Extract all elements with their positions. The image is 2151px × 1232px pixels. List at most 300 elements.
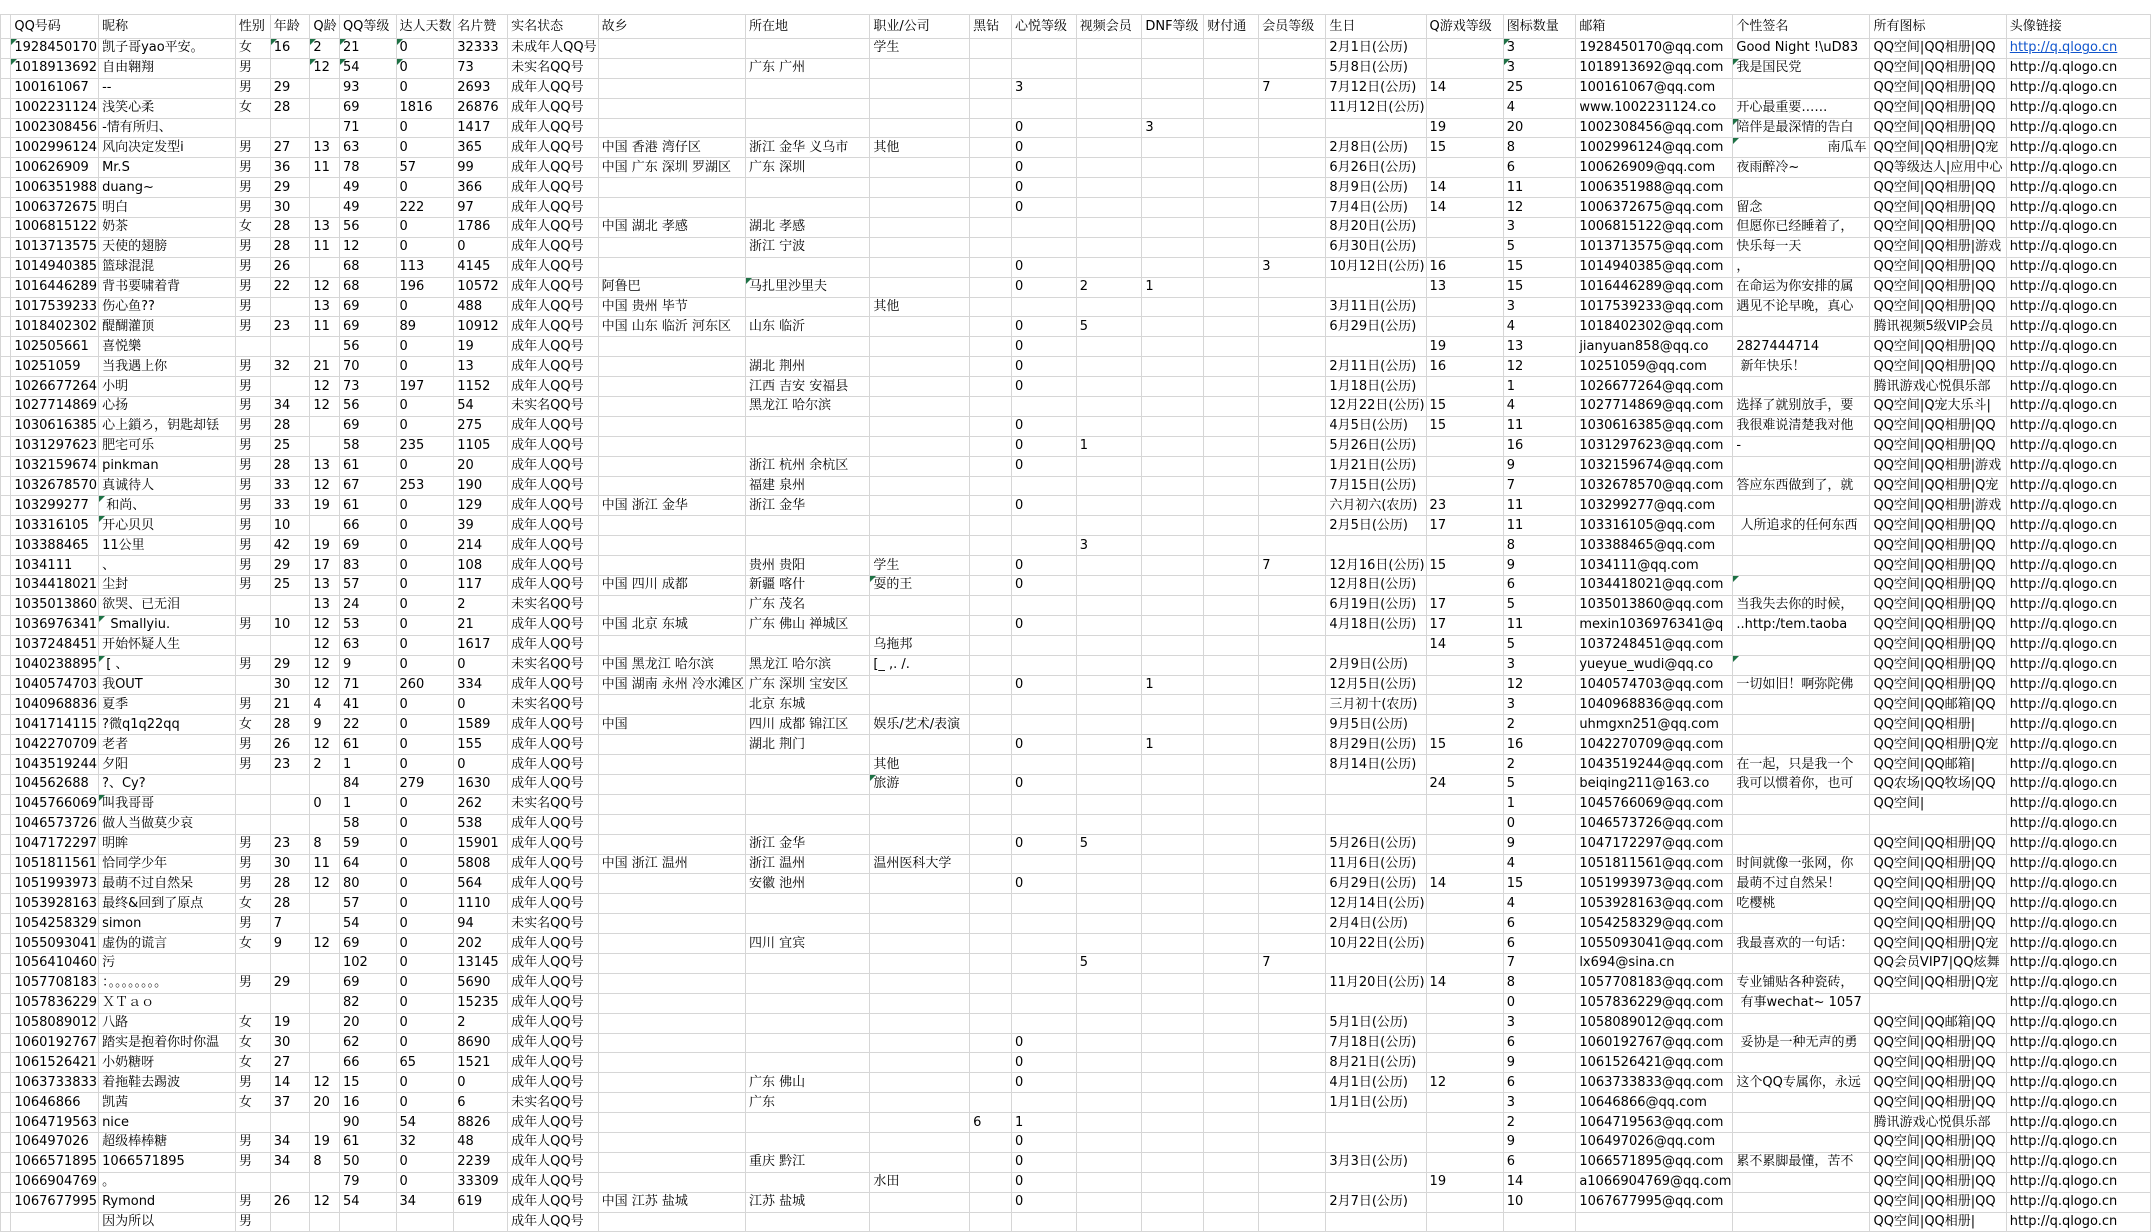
cell[interactable]: www.1002231124.co: [1576, 98, 1733, 118]
cell[interactable]: 1061526421@qq.com: [1576, 1053, 1733, 1073]
cell[interactable]: 1058089012: [11, 1013, 99, 1033]
cell[interactable]: 0: [454, 695, 508, 715]
cell[interactable]: [ 、: [99, 655, 236, 675]
cell[interactable]: 广东 广州: [746, 58, 870, 78]
cell[interactable]: 未实名QQ号: [508, 397, 598, 417]
cell[interactable]: [1259, 297, 1326, 317]
cell[interactable]: [970, 436, 1012, 456]
cell[interactable]: [1259, 476, 1326, 496]
cell[interactable]: [1259, 98, 1326, 118]
cell[interactable]: [598, 536, 745, 556]
cell[interactable]: [870, 1113, 970, 1133]
cell[interactable]: [1142, 914, 1204, 934]
cell[interactable]: 成年人QQ号: [508, 257, 598, 277]
cell[interactable]: QQ空间|QQ相册|QQ: [1870, 1033, 2006, 1053]
cell[interactable]: 69: [339, 934, 396, 954]
cell[interactable]: [970, 357, 1012, 377]
cell[interactable]: [1259, 357, 1326, 377]
cell[interactable]: [1426, 1152, 1503, 1172]
cell[interactable]: 我OUT: [99, 675, 236, 695]
cell[interactable]: QQ空间|QQ邮箱|: [1870, 755, 2006, 775]
cell[interactable]: 成年人QQ号: [508, 416, 598, 436]
cell[interactable]: 2693: [454, 78, 508, 98]
cell[interactable]: 8月21日(公历): [1326, 1053, 1426, 1073]
cell[interactable]: 12: [310, 874, 340, 894]
cell[interactable]: [310, 814, 340, 834]
cell[interactable]: Good Night !\uD83: [1733, 39, 1870, 59]
cell[interactable]: 当我失去你的时候，: [1733, 595, 1870, 615]
cell[interactable]: [598, 973, 745, 993]
cell[interactable]: [1204, 377, 1259, 397]
cell[interactable]: 15: [1503, 257, 1576, 277]
cell[interactable]: [746, 257, 870, 277]
cell[interactable]: QQ空间|QQ相册|QQ: [1870, 337, 2006, 357]
cell[interactable]: 1037248451@qq.com: [1576, 635, 1733, 655]
cell[interactable]: 成年人QQ号: [508, 874, 598, 894]
cell[interactable]: [1142, 297, 1204, 317]
cell[interactable]: 1: [1142, 735, 1204, 755]
cell[interactable]: [1204, 973, 1259, 993]
cell[interactable]: 15: [339, 1073, 396, 1093]
cell[interactable]: [11, 1212, 99, 1232]
cell[interactable]: [970, 377, 1012, 397]
cell[interactable]: [1011, 237, 1076, 257]
cell[interactable]: duang~: [99, 178, 236, 198]
cell[interactable]: 2: [1503, 715, 1576, 735]
cell[interactable]: 1034418021@qq.com: [1576, 576, 1733, 596]
cell[interactable]: [1142, 357, 1204, 377]
cell[interactable]: 4: [310, 695, 340, 715]
cell[interactable]: 贵州 贵阳: [746, 556, 870, 576]
cell[interactable]: 61: [339, 496, 396, 516]
cell[interactable]: [2006, 1212, 2150, 1232]
cell[interactable]: 2: [1503, 1113, 1576, 1133]
cell[interactable]: [1142, 317, 1204, 337]
cell[interactable]: [310, 337, 340, 357]
cell[interactable]: [1076, 615, 1142, 635]
cell[interactable]: [1076, 1172, 1142, 1192]
cell[interactable]: [2006, 556, 2150, 576]
cell[interactable]: 57: [339, 894, 396, 914]
cell[interactable]: 0: [396, 894, 454, 914]
cell[interactable]: [870, 158, 970, 178]
cell[interactable]: [1259, 1013, 1326, 1033]
cell[interactable]: 4: [1503, 397, 1576, 417]
cell[interactable]: QQ空间|QQ相册|QQ: [1870, 118, 2006, 138]
cell[interactable]: [1259, 58, 1326, 78]
cell[interactable]: 34: [396, 1192, 454, 1212]
cell[interactable]: [870, 1192, 970, 1212]
cell[interactable]: 0: [396, 615, 454, 635]
cell[interactable]: [2006, 476, 2150, 496]
avatar-link[interactable]: http://q.qlogo.cn: [2009, 935, 2118, 951]
cell[interactable]: [970, 914, 1012, 934]
cell[interactable]: 1047172297: [11, 834, 99, 854]
cell[interactable]: QQ空间|QQ相册|游戏: [1870, 496, 2006, 516]
cell[interactable]: [746, 953, 870, 973]
cell[interactable]: [1142, 158, 1204, 178]
cell[interactable]: 564: [454, 874, 508, 894]
cell[interactable]: [870, 1212, 970, 1232]
cell[interactable]: [870, 1152, 970, 1172]
cell[interactable]: [1204, 1152, 1259, 1172]
cell[interactable]: [1426, 1132, 1503, 1152]
column-header[interactable]: Q游戏等级: [1426, 15, 1503, 39]
avatar-link[interactable]: http://q.qlogo.cn: [2009, 1134, 2118, 1150]
cell[interactable]: 83: [339, 556, 396, 576]
cell[interactable]: 28: [270, 456, 310, 476]
column-header[interactable]: QQ等级: [339, 15, 396, 39]
cell[interactable]: [2006, 874, 2150, 894]
cell[interactable]: 0: [1011, 456, 1076, 476]
cell[interactable]: 19: [270, 1013, 310, 1033]
cell[interactable]: QQ空间|QQ相册|QQ: [1870, 894, 2006, 914]
avatar-link[interactable]: http://q.qlogo.cn: [2009, 199, 2118, 215]
cell[interactable]: [1076, 476, 1142, 496]
cell[interactable]: [1259, 595, 1326, 615]
cell[interactable]: [970, 953, 1012, 973]
cell[interactable]: 1046573726@qq.com: [1576, 814, 1733, 834]
cell[interactable]: [1142, 894, 1204, 914]
cell[interactable]: 12: [310, 735, 340, 755]
cell[interactable]: 102: [339, 953, 396, 973]
cell[interactable]: 答应东西做到了，就: [1733, 476, 1870, 496]
cell[interactable]: 三月初十(农历): [1326, 695, 1426, 715]
cell[interactable]: 0: [1011, 576, 1076, 596]
cell[interactable]: 成年人QQ号: [508, 973, 598, 993]
cell[interactable]: [2006, 715, 2150, 735]
cell[interactable]: [270, 58, 310, 78]
cell[interactable]: 0: [396, 814, 454, 834]
avatar-link[interactable]: http://q.qlogo.cn: [2009, 1034, 2118, 1050]
cell[interactable]: 3: [1011, 78, 1076, 98]
cell[interactable]: 69: [339, 416, 396, 436]
cell[interactable]: 28: [270, 894, 310, 914]
cell[interactable]: 奶茶: [99, 218, 236, 238]
cell[interactable]: 2827444714: [1733, 337, 1870, 357]
cell[interactable]: 天使的翅膀: [99, 237, 236, 257]
cell[interactable]: [1204, 914, 1259, 934]
cell[interactable]: 男: [235, 576, 270, 596]
cell[interactable]: 0: [1011, 1033, 1076, 1053]
cell[interactable]: 0: [1011, 1172, 1076, 1192]
cell[interactable]: 1014940385: [11, 257, 99, 277]
cell[interactable]: [870, 953, 970, 973]
cell[interactable]: [2006, 854, 2150, 874]
cell[interactable]: [598, 834, 745, 854]
cell[interactable]: 广东 深圳 宝安区: [746, 675, 870, 695]
cell[interactable]: 0: [396, 416, 454, 436]
cell[interactable]: 15: [1426, 556, 1503, 576]
cell[interactable]: [1204, 874, 1259, 894]
cell[interactable]: [870, 277, 970, 297]
cell[interactable]: [2006, 297, 2150, 317]
cell[interactable]: [1204, 158, 1259, 178]
cell[interactable]: [1326, 1212, 1426, 1232]
cell[interactable]: 19: [310, 496, 340, 516]
cell[interactable]: [970, 198, 1012, 218]
cell[interactable]: [870, 416, 970, 436]
cell[interactable]: [970, 317, 1012, 337]
cell[interactable]: 23: [270, 755, 310, 775]
cell[interactable]: 15: [1426, 397, 1503, 417]
cell[interactable]: [1142, 337, 1204, 357]
cell[interactable]: [1142, 1053, 1204, 1073]
cell[interactable]: [310, 98, 340, 118]
cell[interactable]: 26: [270, 1192, 310, 1212]
cell[interactable]: 男: [235, 257, 270, 277]
cell[interactable]: [1076, 98, 1142, 118]
cell[interactable]: [2006, 834, 2150, 854]
cell[interactable]: 0: [1011, 377, 1076, 397]
cell[interactable]: [1204, 198, 1259, 218]
cell[interactable]: [970, 416, 1012, 436]
cell[interactable]: 54: [339, 1192, 396, 1212]
cell[interactable]: [970, 78, 1012, 98]
cell[interactable]: 2月8日(公历): [1326, 138, 1426, 158]
cell[interactable]: 2月4日(公历): [1326, 914, 1426, 934]
cell[interactable]: 7: [1503, 953, 1576, 973]
cell[interactable]: [598, 1013, 745, 1033]
cell[interactable]: [1142, 78, 1204, 98]
cell[interactable]: [598, 416, 745, 436]
cell[interactable]: [870, 695, 970, 715]
cell[interactable]: [1204, 1132, 1259, 1152]
cell[interactable]: 腾讯游戏心悦俱乐部: [1870, 1113, 2006, 1133]
cell[interactable]: 心上鎖ろ，钥匙却铥: [99, 416, 236, 436]
cell[interactable]: 13: [310, 138, 340, 158]
cell[interactable]: 11: [310, 158, 340, 178]
avatar-link[interactable]: http://q.qlogo.cn: [2009, 875, 2118, 891]
cell[interactable]: [1011, 794, 1076, 814]
cell[interactable]: [1204, 58, 1259, 78]
cell[interactable]: [970, 297, 1012, 317]
cell[interactable]: [1259, 1113, 1326, 1133]
cell[interactable]: 广东 茂名: [746, 595, 870, 615]
cell[interactable]: 30: [270, 675, 310, 695]
cell[interactable]: 中国 北京 东城: [598, 615, 745, 635]
cell[interactable]: 16: [1426, 257, 1503, 277]
cell[interactable]: [1076, 1113, 1142, 1133]
cell[interactable]: [1076, 377, 1142, 397]
cell[interactable]: [1426, 794, 1503, 814]
cell[interactable]: 1056410460: [11, 953, 99, 973]
cell[interactable]: 1: [1503, 794, 1576, 814]
cell[interactable]: [1204, 695, 1259, 715]
cell[interactable]: [310, 198, 340, 218]
cell[interactable]: [270, 953, 310, 973]
cell[interactable]: 2239: [454, 1152, 508, 1172]
cell[interactable]: 1045766069: [11, 794, 99, 814]
cell[interactable]: QQ空间|QQ相册|QQ: [1870, 1073, 2006, 1093]
cell[interactable]: [1142, 934, 1204, 954]
cell[interactable]: [970, 993, 1012, 1013]
avatar-link[interactable]: http://q.qlogo.cn: [2009, 1194, 2118, 1210]
cell[interactable]: [746, 1132, 870, 1152]
cell[interactable]: 12月16日(公历): [1326, 556, 1426, 576]
column-header[interactable]: 财付通: [1204, 15, 1259, 39]
cell[interactable]: 13: [310, 595, 340, 615]
cell[interactable]: [1259, 1053, 1326, 1073]
avatar-link[interactable]: http://q.qlogo.cn: [2009, 338, 2118, 354]
cell[interactable]: 浙江 杭州 余杭区: [746, 456, 870, 476]
cell[interactable]: [970, 675, 1012, 695]
cell[interactable]: 尘封: [99, 576, 236, 596]
cell[interactable]: [1259, 536, 1326, 556]
cell[interactable]: 0: [396, 337, 454, 357]
cell[interactable]: 68: [339, 257, 396, 277]
cell[interactable]: [970, 516, 1012, 536]
cell[interactable]: [746, 774, 870, 794]
cell[interactable]: 7月18日(公历): [1326, 1033, 1426, 1053]
cell[interactable]: [1076, 1152, 1142, 1172]
cell[interactable]: Mr.S: [99, 158, 236, 178]
cell[interactable]: [2006, 397, 2150, 417]
cell[interactable]: [1076, 1033, 1142, 1053]
cell[interactable]: 4: [1503, 854, 1576, 874]
cell[interactable]: [235, 953, 270, 973]
cell[interactable]: 0: [396, 297, 454, 317]
cell[interactable]: 0: [1503, 814, 1576, 834]
cell[interactable]: [1011, 934, 1076, 954]
cell[interactable]: 70: [339, 357, 396, 377]
cell[interactable]: 男: [235, 1132, 270, 1152]
cell[interactable]: [870, 1132, 970, 1152]
cell[interactable]: [598, 1152, 745, 1172]
cell[interactable]: 叫我哥哥: [99, 794, 236, 814]
cell[interactable]: [1011, 39, 1076, 59]
cell[interactable]: 明白: [99, 198, 236, 218]
cell[interactable]: 3月3日(公历): [1326, 1152, 1426, 1172]
cell[interactable]: [1733, 1192, 1870, 1212]
cell[interactable]: 42: [270, 536, 310, 556]
cell[interactable]: [870, 237, 970, 257]
cell[interactable]: 女: [235, 715, 270, 735]
cell[interactable]: [2006, 814, 2150, 834]
cell[interactable]: [1733, 1013, 1870, 1033]
cell[interactable]: [1011, 814, 1076, 834]
cell[interactable]: [870, 436, 970, 456]
avatar-link[interactable]: http://q.qlogo.cn: [2009, 955, 2118, 971]
cell[interactable]: 34: [270, 1152, 310, 1172]
cell[interactable]: [970, 794, 1012, 814]
cell[interactable]: [1259, 675, 1326, 695]
cell[interactable]: 男: [235, 456, 270, 476]
cell[interactable]: 202: [454, 934, 508, 954]
cell[interactable]: 11: [1503, 416, 1576, 436]
cell[interactable]: [1142, 814, 1204, 834]
cell[interactable]: 男: [235, 536, 270, 556]
cell[interactable]: 1057708183@qq.com: [1576, 973, 1733, 993]
cell[interactable]: [1011, 98, 1076, 118]
cell[interactable]: 12月8日(公历): [1326, 576, 1426, 596]
cell[interactable]: 0: [1011, 277, 1076, 297]
avatar-link[interactable]: http://q.qlogo.cn: [2009, 139, 2118, 155]
cell[interactable]: [270, 814, 310, 834]
cell[interactable]: 成年人QQ号: [508, 556, 598, 576]
cell[interactable]: 4: [1503, 317, 1576, 337]
cell[interactable]: [270, 377, 310, 397]
cell[interactable]: 男: [235, 78, 270, 98]
cell[interactable]: 1040968836@qq.com: [1576, 695, 1733, 715]
cell[interactable]: [598, 556, 745, 576]
cell[interactable]: [746, 337, 870, 357]
cell[interactable]: 中国 山东 临沂 河东区: [598, 317, 745, 337]
cell[interactable]: 15235: [454, 993, 508, 1013]
cell[interactable]: 1032678570: [11, 476, 99, 496]
cell[interactable]: 1617: [454, 635, 508, 655]
cell[interactable]: [1142, 794, 1204, 814]
cell[interactable]: [2006, 78, 2150, 98]
cell[interactable]: 12: [310, 397, 340, 417]
avatar-link[interactable]: http://q.qlogo.cn: [2009, 1154, 2118, 1170]
cell[interactable]: [1259, 317, 1326, 337]
cell[interactable]: 5月26日(公历): [1326, 436, 1426, 456]
cell[interactable]: 59: [339, 834, 396, 854]
cell[interactable]: [1076, 158, 1142, 178]
cell[interactable]: [1259, 118, 1326, 138]
cell[interactable]: [970, 556, 1012, 576]
cell[interactable]: 5: [1076, 834, 1142, 854]
cell[interactable]: [1011, 218, 1076, 238]
cell[interactable]: 娱乐/艺术/表演: [870, 715, 970, 735]
cell[interactable]: [1426, 655, 1503, 675]
cell[interactable]: 1026677264: [11, 377, 99, 397]
cell[interactable]: [1011, 993, 1076, 1013]
avatar-link[interactable]: http://q.qlogo.cn: [2009, 796, 2118, 812]
cell[interactable]: 未实名QQ号: [508, 655, 598, 675]
cell[interactable]: 成年人QQ号: [508, 615, 598, 635]
cell[interactable]: 1: [1076, 436, 1142, 456]
cell[interactable]: [598, 516, 745, 536]
cell[interactable]: QQ空间|QQ相册|QQ: [1870, 1152, 2006, 1172]
cell[interactable]: [2006, 237, 2150, 257]
cell[interactable]: [1076, 635, 1142, 655]
cell[interactable]: 肥宅可乐: [99, 436, 236, 456]
cell[interactable]: 8: [310, 1152, 340, 1172]
cell[interactable]: [1076, 993, 1142, 1013]
cell[interactable]: 1055093041@qq.com: [1576, 934, 1733, 954]
cell[interactable]: 1034418021: [11, 576, 99, 596]
column-header[interactable]: 所有图标: [1870, 15, 2006, 39]
cell[interactable]: 1067677995@qq.com: [1576, 1192, 1733, 1212]
cell[interactable]: 乌拖邦: [870, 635, 970, 655]
cell[interactable]: 0: [396, 357, 454, 377]
cell[interactable]: 1054258329: [11, 914, 99, 934]
cell[interactable]: [2006, 496, 2150, 516]
cell[interactable]: [970, 973, 1012, 993]
cell[interactable]: [1142, 416, 1204, 436]
cell[interactable]: 16: [1426, 357, 1503, 377]
cell[interactable]: [310, 516, 340, 536]
cell[interactable]: [1426, 814, 1503, 834]
cell[interactable]: 3: [1076, 536, 1142, 556]
cell[interactable]: QQ空间|QQ相册|QQ: [1870, 516, 2006, 536]
cell[interactable]: 女: [235, 1013, 270, 1033]
cell[interactable]: [1076, 695, 1142, 715]
cell[interactable]: 100626909@qq.com: [1576, 158, 1733, 178]
cell[interactable]: 29: [270, 556, 310, 576]
cell[interactable]: 专业铺贴各种瓷砖，: [1733, 973, 1870, 993]
cell[interactable]: 0: [1011, 615, 1076, 635]
cell[interactable]: 2月7日(公历): [1326, 1192, 1426, 1212]
cell[interactable]: 80: [339, 874, 396, 894]
cell[interactable]: QQ空间|QQ相册|QQ: [1870, 1172, 2006, 1192]
cell[interactable]: [270, 595, 310, 615]
cell[interactable]: 0: [1011, 874, 1076, 894]
cell[interactable]: 54: [396, 1113, 454, 1133]
column-header[interactable]: 个性签名: [1733, 15, 1870, 39]
